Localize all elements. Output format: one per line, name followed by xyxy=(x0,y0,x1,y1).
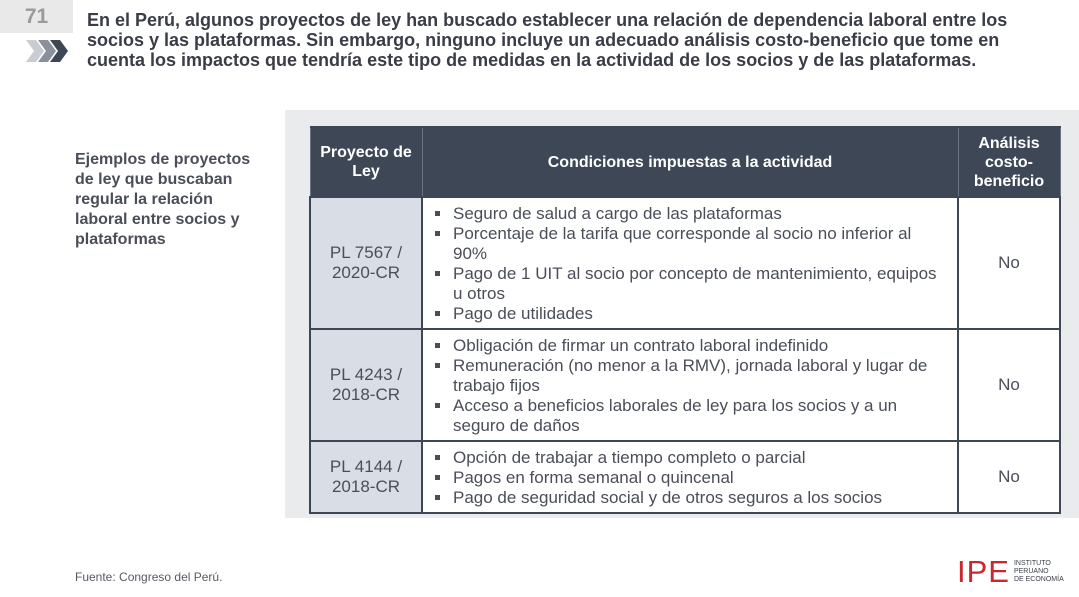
page-number: 71 xyxy=(0,0,73,33)
logo-line: DE ECONOMÍA xyxy=(1013,576,1064,583)
condition-item: Pago de 1 UIT al socio por concepto de mantenimiento, equipos u otros xyxy=(431,264,949,304)
headline: En el Perú, algunos proyectos de ley han buscado establecer una relación de dependencia laboral entre los socios y las plataformas. Sin embargo, ninguno incluye un adecuado análisis costo-beneficio que tome en cuenta los impactos que tendría este tipo de medidas en la actividad de los socios y de las plataformas. xyxy=(87,10,1008,70)
conditions-list xyxy=(431,448,949,508)
analysis-cell: No xyxy=(958,441,1060,513)
conditions-cell xyxy=(422,197,958,329)
logo-line: PERUANO xyxy=(1013,568,1049,575)
condition-item: Acceso a beneficios laborales de ley para los socios y a un seguro de daños xyxy=(431,396,949,436)
condition-item: Obligación de firmar un contrato laboral indefinido xyxy=(431,336,949,356)
proyecto-code-cell: PL 7567 / 2020-CR xyxy=(310,197,422,329)
conditions-cell xyxy=(422,441,958,513)
logo-line: INSTITUTO xyxy=(1013,560,1051,567)
table-header-row xyxy=(310,127,1060,197)
conditions-cell xyxy=(422,329,958,441)
analysis-cell: No xyxy=(958,329,1060,441)
conditions-list xyxy=(431,204,949,324)
logo-mark: IPE xyxy=(957,554,1010,589)
analysis-cell: No xyxy=(958,197,1060,329)
proyecto-code-cell: PL 4144 / 2018-CR xyxy=(310,441,422,513)
laws-table xyxy=(309,126,1061,514)
table-row xyxy=(310,197,1060,329)
logo-text xyxy=(1014,560,1064,584)
condition-item: Pago de seguridad social y de otros seguros a los socios xyxy=(431,488,949,508)
condition-item: Remuneración (no menor a la RMV), jornada laboral y lugar de trabajo fijos xyxy=(431,356,949,396)
table-row xyxy=(310,329,1060,441)
source-note: Fuente: Congreso del Perú. xyxy=(75,570,223,584)
condition-item: Opción de trabajar a tiempo completo o parcial xyxy=(431,448,949,468)
proyecto-code-cell: PL 4243 / 2018-CR xyxy=(310,329,422,441)
header-condiciones: Condiciones impuestas a la actividad xyxy=(422,127,958,197)
condition-item: Porcentaje de la tarifa que corresponde al socio no inferior al 90% xyxy=(431,224,949,264)
chevron-arrows-icon xyxy=(26,40,70,62)
condition-item: Pagos en forma semanal o quincenal xyxy=(431,468,949,488)
header-proyecto: Proyecto de Ley xyxy=(310,127,422,197)
table-row xyxy=(310,441,1060,513)
header-analisis: Análisis costo-beneficio xyxy=(958,127,1060,197)
condition-item: Pago de utilidades xyxy=(431,304,949,324)
ipe-logo xyxy=(957,554,1064,589)
conditions-list xyxy=(431,336,949,436)
condition-item: Seguro de salud a cargo de las plataformas xyxy=(431,204,949,224)
side-label: Ejemplos de proyectos de ley que buscaban regular la relación laboral entre socios y plataformas xyxy=(75,151,251,248)
